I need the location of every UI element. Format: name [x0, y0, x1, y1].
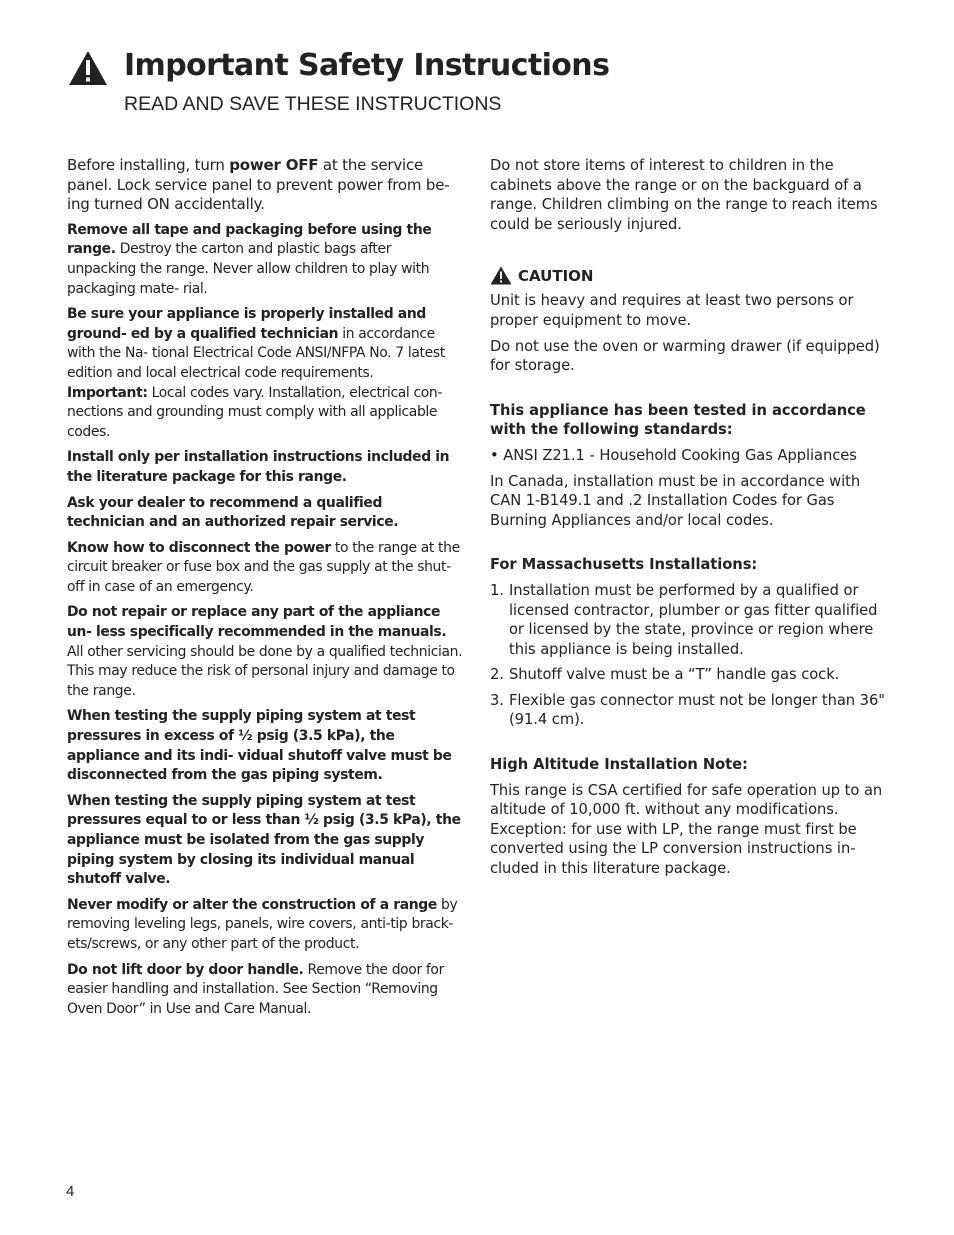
- altitude-paragraph: This range is CSA certified for safe operation up to an altitude of 10,000 ft. without any modifications. Exception: for use with LP, the range must first be converted using the LP conversion instructions in- cluded in this literature package.: [490, 781, 883, 878]
- list-item: 2. Shutoff valve must be a “T” handle gas cock.: [490, 666, 840, 684]
- standards-heading: This appliance has been tested in accordance with the following standards:: [490, 401, 866, 439]
- install-instructions-paragraph: Install only per installation instructions included in the literature package for this range.: [67, 449, 450, 485]
- standards-item: • ANSI Z21.1 - Household Cooking Gas Appliances: [490, 446, 857, 464]
- proper-install-paragraph: Be sure your appliance is properly installed and ground- ed by a qualified technician in accordance with the Na- tional Electrical Code ANSI/NFPA No. 7 latest edition and local electrical code requirements.: [67, 306, 445, 381]
- caution-label: CAUTION: [518, 266, 594, 285]
- never-modify-paragraph: Never modify or alter the construction of a range by removing leveling legs, panels, wire covers, anti-tip brack- ets/screws, or any other part of the product.: [67, 896, 458, 952]
- massachusetts-list: [490, 581, 888, 730]
- page-number: 4: [66, 1183, 75, 1200]
- power-off-paragraph: Before installing, turn power OFF at the service panel. Lock service panel to prevent power from be- ing turned ON accidentally.: [67, 156, 450, 214]
- list-item: 1. Installation must be performed by a qualified or licensed contractor, plumber or gas fitter qualified or licensed by the state, province or region where this appliance is being installed.: [490, 581, 878, 658]
- disconnect-power-paragraph: Know how to disconnect the power to the range at the circuit breaker or fuse box and the gas supply at the shut- off in case of an emergency.: [67, 539, 460, 595]
- canada-paragraph: In Canada, installation must be in accordance with CAN 1-B149.1 and .2 Installation Codes for Gas Burning Appliances and/or local codes.: [490, 472, 861, 529]
- remove-packaging-paragraph: Remove all tape and packaging before using the range. Destroy the carton and plastic bags after unpacking the range. Never allow children to play with packaging mate- rial.: [67, 221, 432, 297]
- test-pressure-excess-paragraph: When testing the supply piping system at test pressures in excess of ½ psig (3.5 kPa), the appliance and its indi- vidual shutoff valve must be disconnected from the gas piping system.: [67, 708, 452, 784]
- warning-triangle-icon: [490, 266, 512, 285]
- caution-heading: [490, 266, 888, 285]
- altitude-heading: High Altitude Installation Note:: [490, 756, 748, 774]
- page-subtitle: READ AND SAVE THESE INSTRUCTIONS: [124, 93, 502, 115]
- local-codes-paragraph: Important: Local codes vary. Installation, electrical con- nections and grounding must comply with all applicable codes.: [67, 384, 443, 440]
- massachusetts-heading: For Massachusetts Installations:: [490, 556, 758, 574]
- list-item: 3. Flexible gas connector must not be longer than 36" (91.4 cm).: [490, 691, 885, 729]
- right-column: [490, 156, 888, 885]
- dealer-paragraph: Ask your dealer to recommend a qualified technician and an authorized repair service.: [67, 494, 399, 531]
- storage-paragraph: Do not use the oven or warming drawer (if equipped) for storage.: [490, 337, 880, 375]
- left-column: [67, 156, 463, 1025]
- children-paragraph: Do not store items of interest to children in the cabinets above the range or on the backguard of a range. Children climbing on the range to reach items could be seriously injured.: [490, 157, 878, 233]
- door-handle-paragraph: Do not lift door by door handle. Remove the door for easier handling and installation. See Section “Removing Oven Door” in Use and Care Manual.: [67, 961, 444, 1017]
- warning-triangle-icon: [68, 50, 108, 86]
- test-pressure-equal-paragraph: When testing the supply piping system at test pressures equal to or less than ½ psig (3.5 kPa), the appliance must be isolated from the gas supply piping system by closing its individual manual shutoff valve.: [67, 792, 461, 888]
- do-not-repair-paragraph: Do not repair or replace any part of the appliance un- less specifically recommended in the manuals. All other servicing should be done by a qualified technician. This may reduce the risk of personal injury and damage to the range.: [67, 604, 463, 699]
- heavy-unit-paragraph: Unit is heavy and requires at least two persons or proper equipment to move.: [490, 292, 854, 329]
- page-title: Important Safety Instructions: [124, 48, 610, 83]
